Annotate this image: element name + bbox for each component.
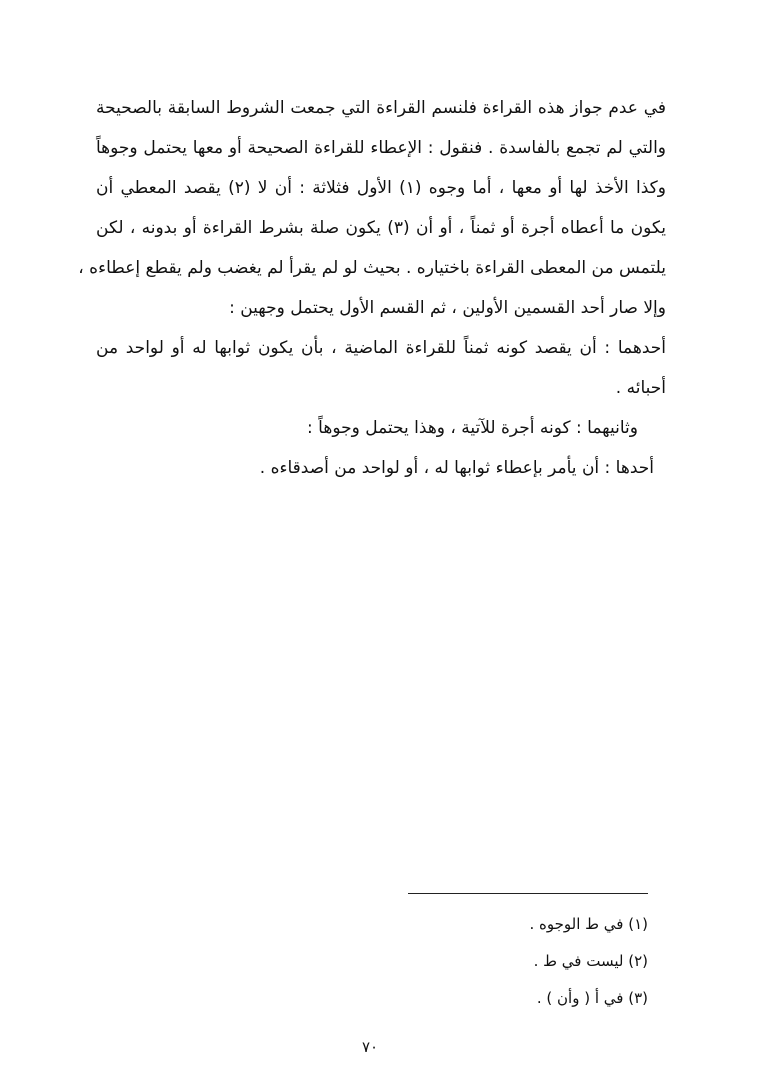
footnote-1: (١) في ط الوجوه . xyxy=(529,915,648,933)
text-line-8: أحبائه . xyxy=(615,378,666,398)
text-line-10: أحدها : أن يأمر بإعطاء ثوابها له ، أو لواحد من أصدقاءه . xyxy=(259,458,654,478)
text-line-2: والتي لم تجمع بالفاسدة . فنقول : الإعطاء للقراءة الصحيحة أو معها يحتمل وجوهاً xyxy=(96,138,666,158)
text-line-6: وإلا صار أحد القسمين الأولين ، ثم القسم الأول يحتمل وجهين : xyxy=(229,298,666,318)
footnote-2: (٢) ليست في ط . xyxy=(533,952,648,970)
footnote-3: (٣) في أ ( وأن ) . xyxy=(536,989,648,1007)
text-line-5: يلتمس من المعطى القراءة باختياره . بحيث لو لم يقرأ لم يغضب ولم يقطع إعطاءه ، xyxy=(78,258,666,278)
footnote-separator xyxy=(408,893,648,894)
text-line-9: وثانيهما : كونه أجرة للآتية ، وهذا يحتمل وجوهاً : xyxy=(307,418,638,438)
text-line-3: وكذا الأخذ لها أو معها ، أما وجوه (١) الأول فثلاثة : أن لا (٢) يقصد المعطي أن xyxy=(96,178,666,198)
footnotes xyxy=(300,906,648,1017)
page-number: ٧٠ xyxy=(361,1038,379,1056)
text-line-4: يكون ما أعطاه أجرة أو ثمناً ، أو أن (٣) يكون صلة بشرط القراءة أو بدونه ، لكن xyxy=(96,218,666,238)
main-text xyxy=(78,88,666,488)
text-line-7: أحدهما : أن يقصد كونه ثمناً للقراءة الماضية ، بأن يكون ثوابها له أو لواحد من xyxy=(96,338,666,358)
text-line-1: في عدم جواز هذه القراءة فلنسم القراءة التي جمعت الشروط السابقة بالصحيحة xyxy=(96,98,666,118)
